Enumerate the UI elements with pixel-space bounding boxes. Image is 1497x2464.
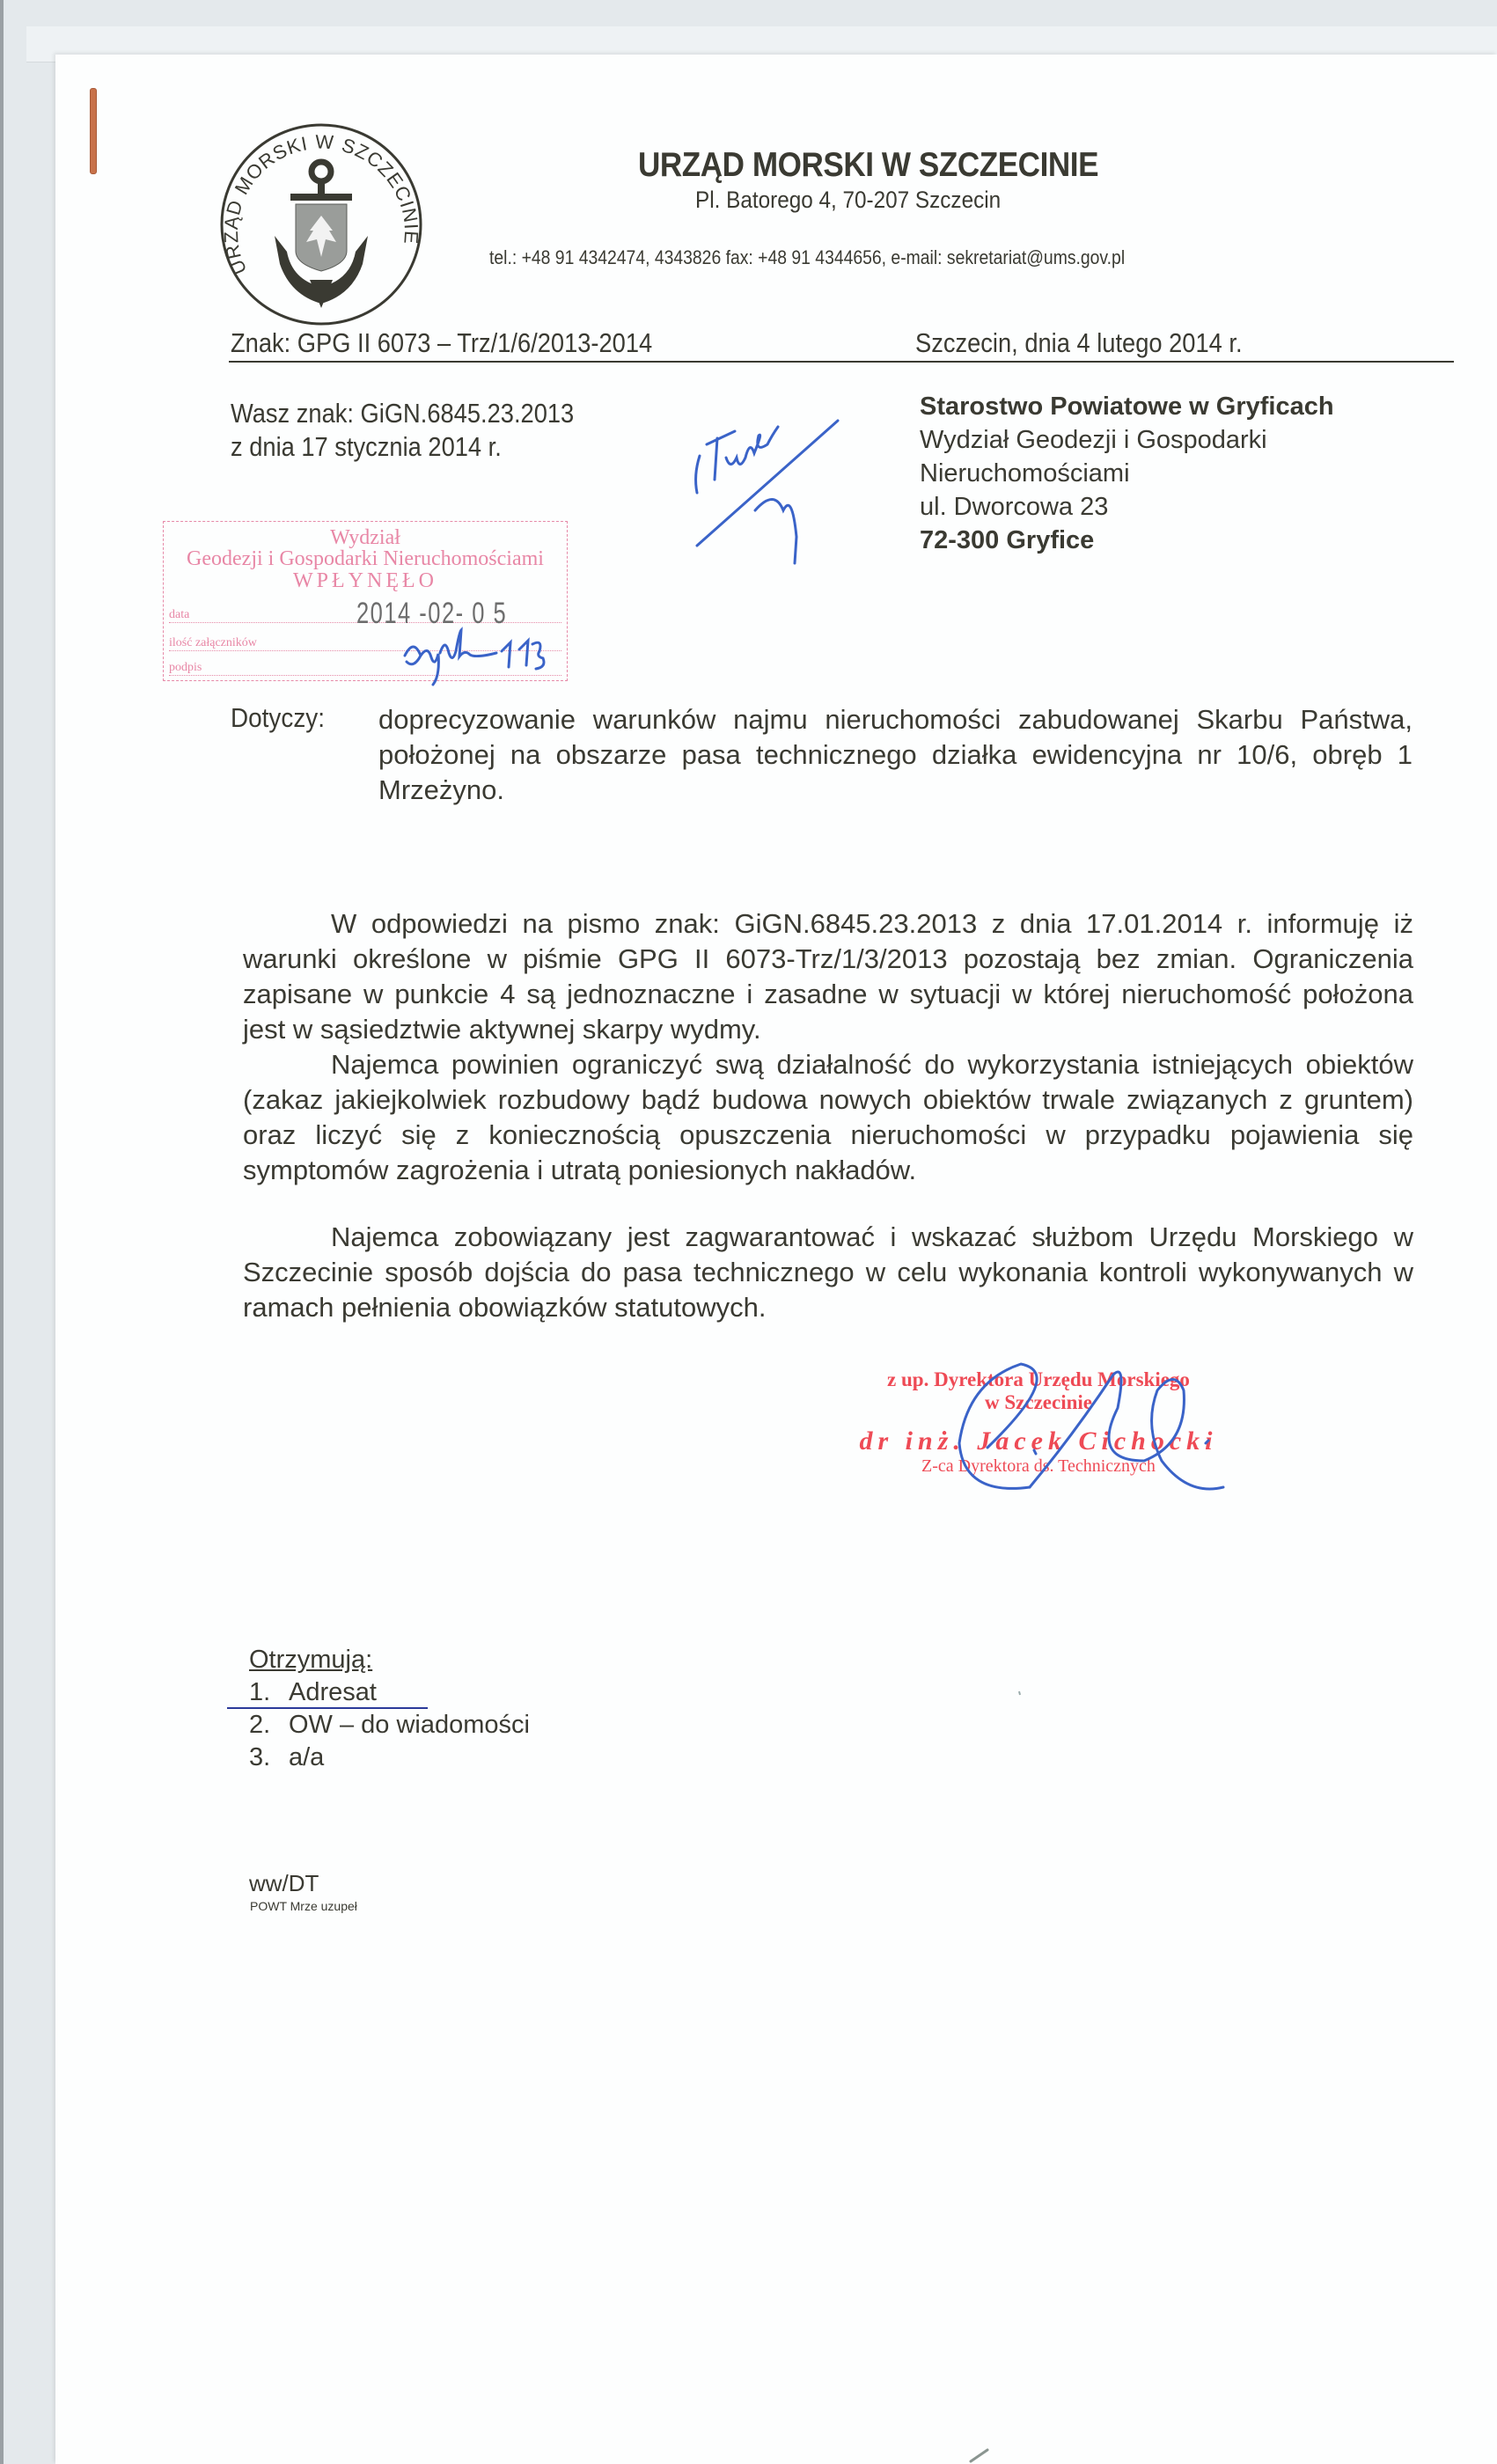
recipient-item: 3. a/a (249, 1743, 325, 1771)
addressee-line: Starostwo Powiatowe w Gryficach (920, 392, 1334, 421)
addressee-block (920, 390, 1334, 557)
signatory-name: dr inż. Jacek Cichocki (859, 1426, 1218, 1456)
addressee-line: ul. Dworcowa 23 (920, 493, 1109, 521)
recipient-item: 1. Adresat (249, 1678, 377, 1706)
stamp-date-value: 2014 -02- 0 5 (356, 597, 508, 630)
reference-number: Znak: GPG II 6073 – Trz/1/6/2013-2014 (231, 327, 653, 358)
addressee-line: Nieruchomościami (920, 459, 1130, 488)
addressee-line: 72-300 Gryfice (920, 526, 1095, 554)
logo-ring-text: URZĄD MORSKI W SZCZECINIE (219, 130, 423, 278)
subject-text: doprecyzowanie warunków najmu nieruchomości zabudowanej Skarbu Państwa, położonej na obszarze pasa technicznego działka ewidencyjna nr 10/6, obręb 1 Mrzeżyno. (378, 704, 1413, 805)
body-paragraph: Najemca powinien ograniczyć swą działalność do wykorzystania istniejących obiektów (zakaz jakiejkolwiek rozbudowy bądź budowa nowych obiektów trwale związanych z gruntem) oraz liczyć się z koniecznością opuszczenia nieruchomości w przypadku pojawienia się symptomów zagrożenia i utratą poniesionych nakładów. (243, 1049, 1413, 1185)
your-reference: Wasz znak: GiGN.6845.23.2013 (231, 398, 575, 429)
institution-contact: tel.: +48 91 4342474, 4343826 fax: +48 91 4344656, e-mail: sekretariat@ums.gov.pl (489, 246, 1126, 268)
signature-authority-city: w Szczecinie (985, 1391, 1092, 1413)
signature-stamp (845, 1368, 1232, 1477)
file-note: POWT Mrze uzupeł (250, 1899, 357, 1913)
place-date: Szczecin, dnia 4 lutego 2014 r. (915, 327, 1243, 358)
recipients-list (249, 1644, 530, 1774)
signature-authority: z up. Dyrektora Urzędu Morskiego (887, 1368, 1190, 1390)
your-reference-date: z dnia 17 stycznia 2014 r. (231, 431, 502, 462)
subject-label: Dotyczy: (231, 702, 325, 733)
header-divider (229, 361, 1454, 363)
letter-body (243, 906, 1413, 1325)
stamp-date-label: data (169, 608, 561, 623)
addressee-line: Wydział Geodezji i Gospodarki (920, 426, 1267, 454)
recipient-item: 2. OW – do wiadomości (249, 1711, 530, 1739)
institution-address: Pl. Batorego 4, 70-207 Szczecin (695, 187, 1002, 213)
body-paragraph: W odpowiedzi na pismo znak: GiGN.6845.23.2013 z dnia 17.01.2014 r. informuję iż warunki określone w piśmie GPG II 6073-Trz/1/3/2013 pozostają bez zmian. Ograniczenia zapisane w punkcie 4 są jednoznaczne i zasadne w sytuacji w której nieruchomość położona jest w sąsiedztwie aktywnej skarpy wydmy. (243, 908, 1413, 1045)
institution-name: URZĄD MORSKI W SZCZECINIE (638, 146, 1099, 184)
recipients-heading: Otrzymują: (249, 1646, 373, 1674)
stamp-department: Wydział (330, 526, 400, 549)
stamp-attachments-label: ilość załączników (169, 636, 561, 651)
staple-mark (90, 88, 97, 174)
signatory-title: Z-ca Dyrektora ds. Technicznych (921, 1456, 1156, 1476)
body-paragraph: Najemca zobowiązany jest zagwarantować i wskazać służbom Urzędu Morskiego w Szczecinie sposób dojścia do pasa technicznego w celu wykonania kontroli wykonywanych w ramach pełnienia obowiązków statutowych. (243, 1221, 1413, 1323)
handwritten-underline (227, 1707, 428, 1709)
stamp-received: WPŁYNĘŁO (293, 569, 437, 592)
stamp-signature-label: podpis (169, 661, 561, 676)
scanner-edge (0, 0, 4, 2464)
author-initials: ww/DT (249, 1870, 319, 1896)
stamp-department-full: Geodezji i Gospodarki Nieruchomościami (187, 547, 544, 570)
